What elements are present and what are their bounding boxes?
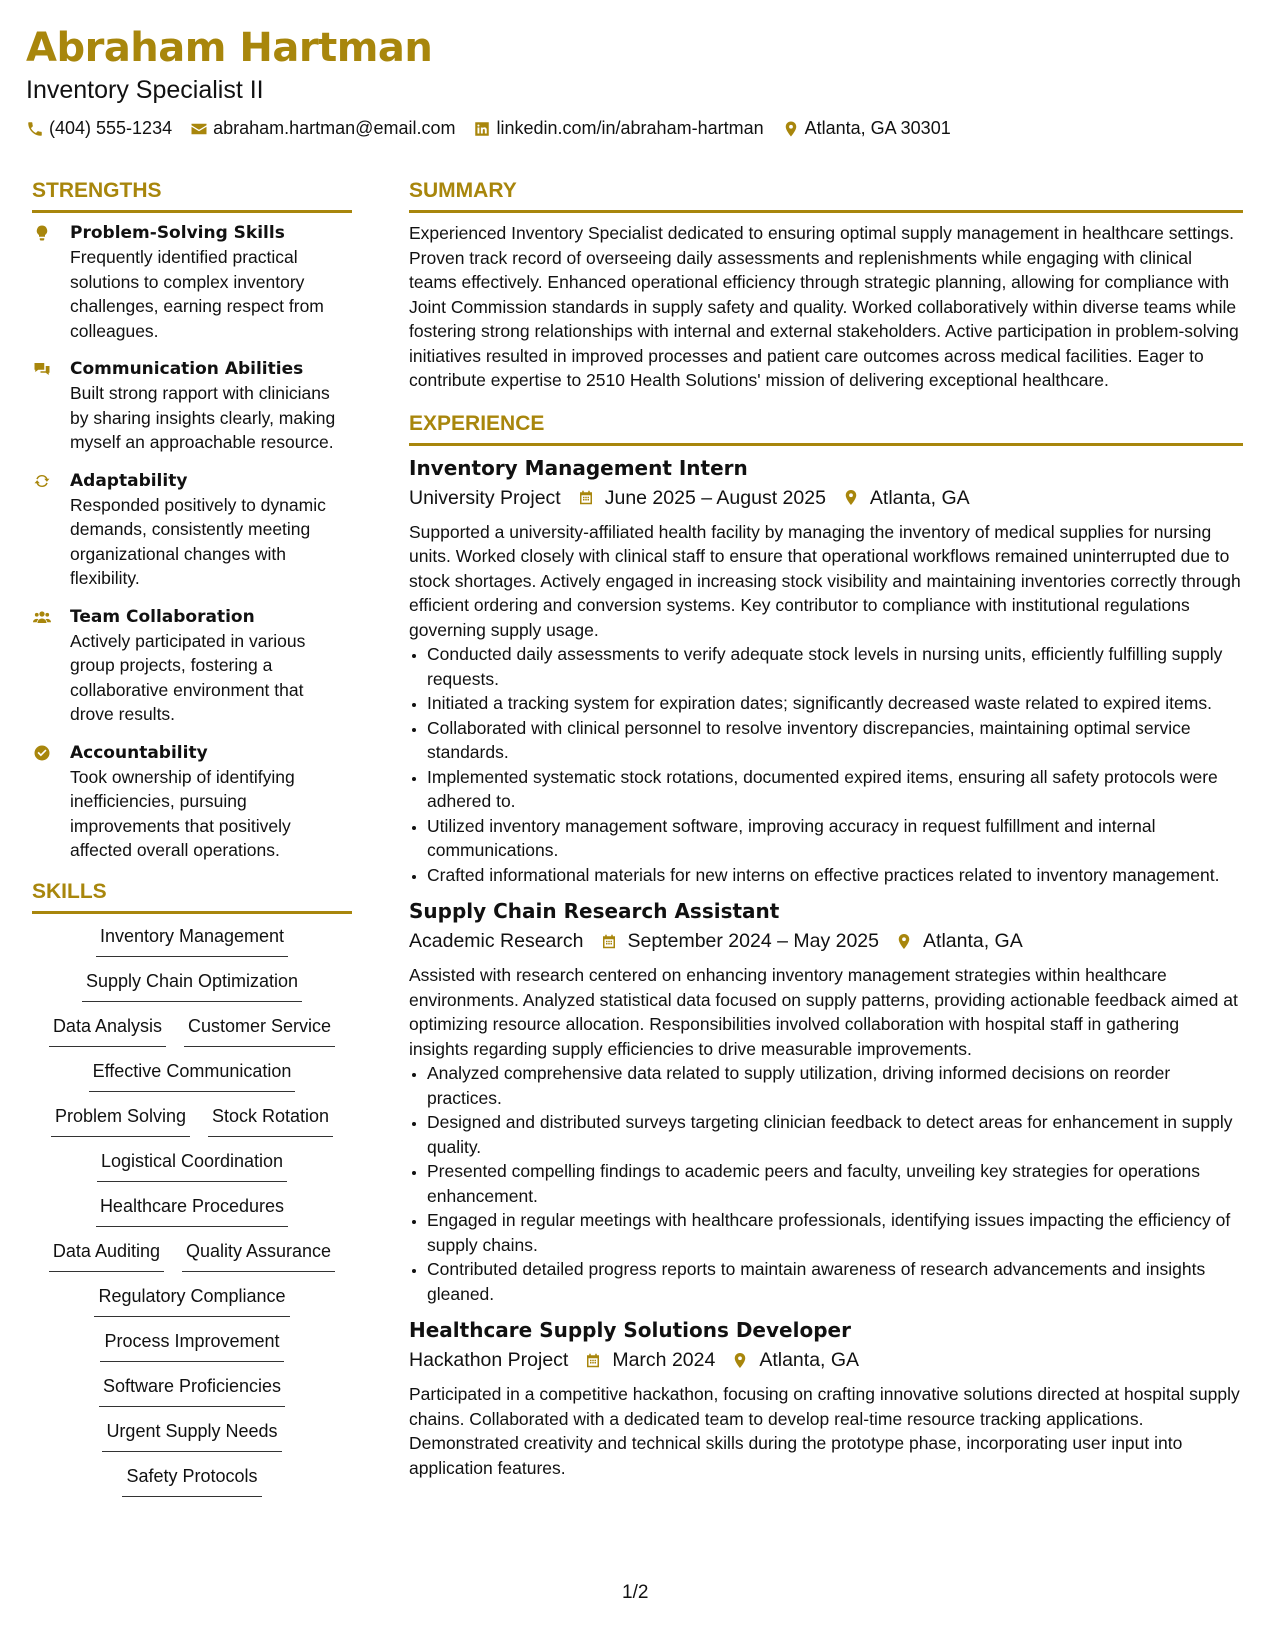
- strength-title: Communication Abilities: [70, 359, 304, 379]
- calendar-icon: [584, 1351, 602, 1370]
- skill-tag: Logistical Coordination: [97, 1149, 287, 1182]
- contact-bar: [26, 118, 1246, 139]
- job-location: [842, 484, 970, 512]
- skill-tag: Customer Service: [184, 1014, 335, 1047]
- skill-tag: Supply Chain Optimization: [82, 969, 302, 1002]
- summary-heading: SUMMARY: [409, 178, 1243, 213]
- job-meta: [409, 927, 1243, 955]
- dates-text: June 2025 – August 2025: [604, 486, 826, 509]
- experience-heading: EXPERIENCE: [409, 411, 1243, 446]
- phone-icon: [26, 120, 44, 138]
- job-title: Supply Chain Research Assistant: [409, 899, 780, 923]
- contact-location: [782, 118, 951, 139]
- skill-tag: Process Improvement: [100, 1329, 283, 1362]
- contact-phone[interactable]: [26, 118, 172, 139]
- linkedin-icon: [473, 120, 491, 138]
- contact-email[interactable]: [190, 118, 455, 139]
- skill-row: [32, 1464, 352, 1497]
- skill-row: [32, 1104, 352, 1137]
- organization-text: Academic Research: [409, 930, 584, 952]
- strength-title: Adaptability: [70, 470, 188, 491]
- strength-title: Accountability: [70, 742, 208, 763]
- job-location: [895, 927, 1023, 955]
- experience-bullet: • Conducted daily assessments to verify adequate stock levels in nursing units, efficiently fulfilling supply requests.: [427, 642, 1243, 691]
- experience-bullet: • Collaborated with clinical personnel to resolve inventory discrepancies, maintaining optimal service standards.: [427, 716, 1243, 765]
- calendar-icon: [577, 488, 595, 507]
- job-title: Inventory Management Intern: [409, 455, 748, 480]
- skill-tag: Urgent Supply Needs: [102, 1419, 281, 1452]
- strength-description: Actively participated in various group projects, fostering a collaborative environment that drove results.: [70, 630, 306, 724]
- skill-row: [32, 1194, 352, 1227]
- skill-tag: Stock Rotation: [208, 1104, 333, 1137]
- check-circle-icon: [32, 741, 70, 863]
- job-dates: [600, 927, 880, 955]
- experience-bullet: • Initiated a tracking system for expiration dates; significantly decreased waste related to expired items.: [427, 691, 1243, 716]
- skill-tag: Quality Assurance: [182, 1239, 335, 1272]
- experience-bullet: • Analyzed comprehensive data related to supply utilization, driving informed decisions on reorder practices.: [427, 1061, 1243, 1110]
- skill-tag: Problem Solving: [51, 1104, 190, 1137]
- contact-linkedin[interactable]: [473, 118, 763, 139]
- linkedin-text: linkedin.com/in/abraham-hartman: [496, 118, 764, 138]
- job-organization: [409, 484, 561, 512]
- skill-row: [32, 924, 352, 957]
- experience-entry: [409, 897, 1243, 1306]
- strength-item: [32, 741, 352, 863]
- strength-item: [32, 605, 352, 727]
- map-marker-icon: [895, 932, 913, 951]
- skill-row: [32, 969, 352, 1002]
- experience-bullet: • Engaged in regular meetings with healthcare professionals, identifying issues impacting the efficiency of supply chains.: [427, 1208, 1243, 1257]
- skill-tag: Effective Communication: [89, 1059, 296, 1092]
- strength-description: Took ownership of identifying inefficiencies, pursuing improvements that positively affected overall operations.: [70, 766, 295, 860]
- skill-tag: Data Auditing: [49, 1239, 164, 1272]
- strength-description: Responded positively to dynamic demands, consistently meeting organizational changes with flexibility.: [70, 494, 326, 588]
- skill-row: [32, 1329, 352, 1362]
- lightbulb-icon: [32, 221, 70, 343]
- skill-row: [32, 1284, 352, 1317]
- location-text: Atlanta, GA: [759, 1349, 860, 1371]
- map-marker-icon: [731, 1351, 749, 1370]
- job-organization: [409, 1346, 568, 1374]
- job-dates: [577, 484, 826, 512]
- job-organization: [409, 927, 584, 955]
- map-marker-icon: [842, 488, 860, 507]
- candidate-name: Abraham Hartman: [26, 25, 433, 71]
- job-meta: [409, 1346, 1243, 1374]
- skill-row: [32, 1374, 352, 1407]
- location-text: Atlanta, GA: [923, 930, 1023, 952]
- job-dates: [584, 1346, 715, 1374]
- page-number: 1/2: [622, 1582, 649, 1603]
- skill-row: [32, 1014, 352, 1047]
- skill-tag: Regulatory Compliance: [94, 1284, 289, 1317]
- experience-bullet: • Implemented systematic stock rotations, documented expired items, ensuring all safety protocols were adhered to.: [427, 765, 1243, 814]
- skill-row: [32, 1239, 352, 1272]
- strengths-heading: STRENGTHS: [32, 178, 352, 213]
- experience-list: [409, 454, 1243, 1481]
- location-text: Atlanta, GA: [869, 486, 970, 509]
- strength-description: Frequently identified practical solutions to complex inventory challenges, earning respect from colleagues.: [70, 247, 324, 341]
- job-meta: [409, 484, 1243, 512]
- strength-item: [32, 469, 352, 591]
- organization-text: Hackathon Project: [409, 1349, 569, 1371]
- job-description: Supported a university-affiliated health facility by managing the inventory of medical supplies for nursing units. Worked closely with clinical staff to ensure that operational workflows remained uninterrupted due to stock shortages. Actively engaged in increasing stock visibility and maintaining inventories correctly through efficient ordering and conversion systems. Key contributor to compliance with institutional regulations governing supply usage.: [409, 521, 1241, 640]
- skill-row: [32, 1059, 352, 1092]
- map-marker-icon: [782, 120, 800, 138]
- envelope-icon: [190, 120, 208, 138]
- skill-tag: Software Proficiencies: [99, 1374, 285, 1407]
- resume-header: [26, 22, 1246, 139]
- job-description: Participated in a competitive hackathon, focusing on crafting innovative solutions directed at hospital supply chains. Collaborated with a dedicated team to develop real-time resource tracking applications. Demonstrated creativity and technical skills during the prototype phase, incorporating user input into application features.: [409, 1384, 1240, 1478]
- summary-text: Experienced Inventory Specialist dedicated to ensuring optimal supply management in healthcare settings. Proven track record of overseeing daily assessments and replenishments while engaging with clinical teams effectively. Enhanced operational efficiency through strategic planning, allowing for compliance with Joint Commission standards in supply safety and quality. Worked collaboratively within diverse teams while fostering strong relationships with internal and external stakeholders. Active participation in problem-solving initiatives resulted in improved processes and patient care outcomes across medical facilities. Eager to contribute expertise to 2510 Health Solutions' mission of delivering exceptional healthcare.: [409, 223, 1239, 390]
- experience-bullet: • Designed and distributed surveys targeting clinician feedback to detect areas for enhancement in supply quality.: [427, 1110, 1243, 1159]
- right-column: [409, 178, 1243, 1490]
- strength-title: Team Collaboration: [70, 606, 255, 627]
- experience-bullet: • Utilized inventory management software, improving accuracy in request fulfillment and internal communications.: [427, 814, 1243, 863]
- skill-row: [32, 1149, 352, 1182]
- job-location: [731, 1346, 859, 1374]
- strength-title: Problem-Solving Skills: [70, 223, 285, 243]
- strength-description: Built strong rapport with clinicians by sharing insights clearly, making myself an approachable resource.: [70, 383, 336, 452]
- skill-row: [32, 1419, 352, 1452]
- skill-tag: Safety Protocols: [122, 1464, 261, 1497]
- email-text: abraham.hartman@email.com: [213, 118, 456, 138]
- skills-heading: SKILLS: [32, 879, 352, 914]
- comments-icon: [32, 357, 70, 455]
- experience-bullet: • Presented compelling findings to academic peers and faculty, unveiling key strategies for operations enhancement.: [427, 1159, 1243, 1208]
- sync-icon: [32, 469, 70, 591]
- skill-tag: Data Analysis: [49, 1014, 166, 1047]
- strength-item: [32, 221, 352, 343]
- job-title: Healthcare Supply Solutions Developer: [409, 1318, 851, 1342]
- skills-list: [32, 924, 352, 1497]
- job-bullets: [409, 1061, 1243, 1306]
- experience-entry: [409, 454, 1243, 888]
- organization-text: University Project: [409, 486, 561, 509]
- left-column: [32, 178, 352, 1509]
- users-icon: [32, 605, 70, 727]
- skill-tag: Inventory Management: [96, 924, 288, 957]
- experience-entry: [409, 1316, 1243, 1480]
- candidate-title: Inventory Specialist II: [26, 76, 264, 104]
- job-bullets: [409, 642, 1243, 887]
- dates-text: March 2024: [612, 1349, 716, 1371]
- job-description: Assisted with research centered on enhancing inventory management strategies within healthcare environments. Analyzed statistical data focused on supply patterns, providing actionable feedback aimed at optimizing resource allocation. Responsibilities involved collaboration with hospital staff in gathering insights regarding supply efficiencies to drive measurable improvements.: [409, 965, 1238, 1059]
- experience-bullet: • Crafted informational materials for new interns on effective practices related to inventory management.: [427, 863, 1243, 888]
- strength-item: [32, 357, 352, 455]
- phone-text: (404) 555-1234: [49, 118, 173, 138]
- skill-tag: Healthcare Procedures: [96, 1194, 288, 1227]
- location-text: Atlanta, GA 30301: [804, 118, 951, 138]
- calendar-icon: [600, 932, 618, 951]
- dates-text: September 2024 – May 2025: [627, 930, 880, 952]
- experience-bullet: • Contributed detailed progress reports to maintain awareness of research advancements and insights gleaned.: [427, 1257, 1243, 1306]
- strengths-list: [32, 221, 352, 863]
